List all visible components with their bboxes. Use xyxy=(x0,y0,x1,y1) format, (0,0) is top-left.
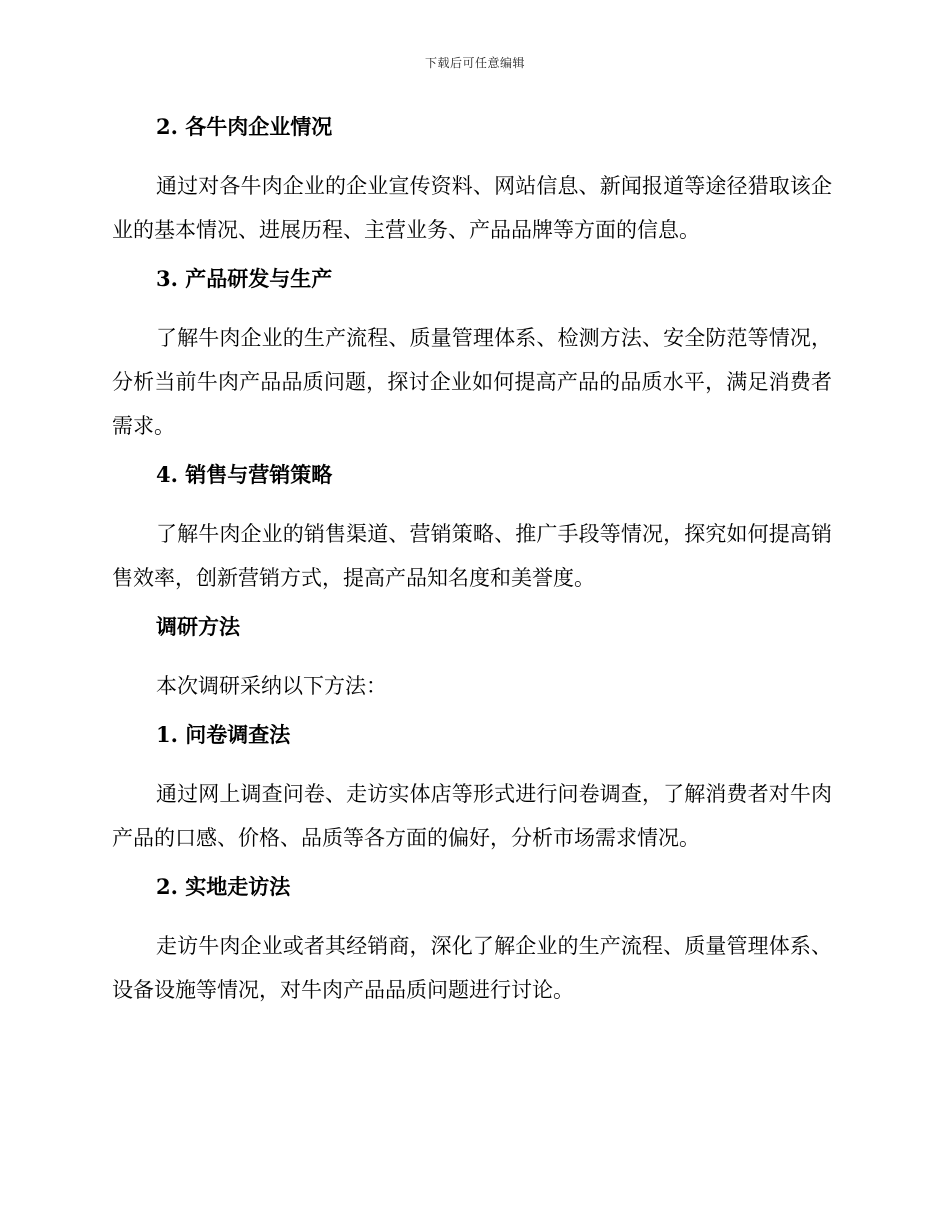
section-paragraph-questionnaire: 通过网上调查问卷、走访实体店等形式进行问卷调查，了解消费者对牛肉产品的口感、价格、品质等各方面的偏好，分析市场需求情况。 xyxy=(112,782,832,850)
section-heading-rnd-production: 3. 产品研发与生产 xyxy=(156,266,333,291)
section-heading-company-info: 2. 各牛肉企业情况 xyxy=(156,114,333,139)
section-heading-sales-marketing: 4. 销售与营销策略 xyxy=(156,462,333,487)
section-heading-questionnaire: 1. 问卷调查法 xyxy=(156,722,291,747)
section-paragraph-company-info: 通过对各牛肉企业的企业宣传资料、网站信息、新闻报道等途径猎取该企业的基本情况、进展历程、主营业务、产品品牌等方面的信息。 xyxy=(112,174,832,242)
section-paragraph-rnd-production: 了解牛肉企业的生产流程、质量管理体系、检测方法、安全防范等情况，分析当前牛肉产品品质问题，探讨企业如何提高产品的品质水平，满足消费者需求。 xyxy=(112,326,832,438)
section-paragraph-research-methods: 本次调研采纳以下方法： xyxy=(156,674,387,698)
page-header-note: 下载后可任意编辑 xyxy=(424,56,525,70)
section-paragraph-field-visit: 走访牛肉企业或者其经销商，深化了解企业的生产流程、质量管理体系、设备设施等情况，对牛肉产品品质问题进行讨论。 xyxy=(112,934,832,1002)
section-paragraph-sales-marketing: 了解牛肉企业的销售渠道、营销策略、推广手段等情况，探究如何提高销售效率，创新营销方式，提高产品知名度和美誉度。 xyxy=(112,522,832,590)
section-heading-research-methods: 调研方法 xyxy=(156,614,240,639)
section-heading-field-visit: 2. 实地走访法 xyxy=(156,874,291,899)
document-body xyxy=(112,110,832,1012)
